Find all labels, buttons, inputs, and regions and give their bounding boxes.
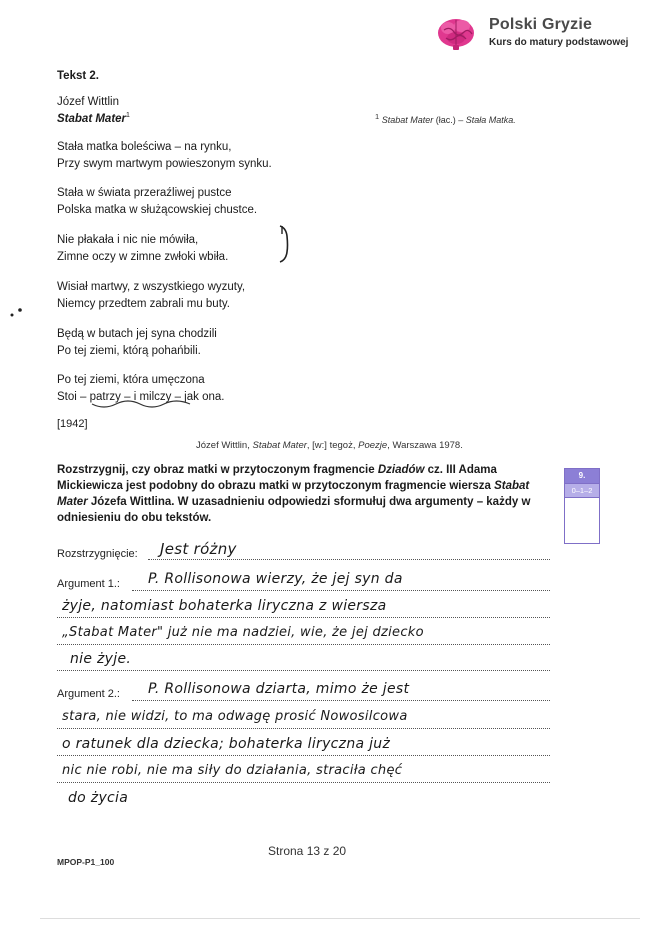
argument-2-line: stara, nie widzi, to ma odwagę prosić Nowosilcowa [62,709,408,724]
argument-1-line: nie żyje. [70,651,132,667]
stanza-3: Nie płakała i nic nie mówiła, Zimne oczy w zimne zwłoki wbiła. [57,234,229,263]
pen-underline-mark [90,396,194,410]
pen-bracket-mark [274,222,298,266]
poem-title: Stabat Mater$^1$ [57,112,130,125]
source-citation: Józef Wittlin, Stabat Mater, [w:] tegoż, Poezje, Warszawa 1978. [196,440,463,451]
poem-year: [1942] [57,418,88,430]
argument-2-label: Argument 2.: [57,688,120,700]
footnote: $^1$ Stabat Mater (łac.) – Stała Matka. [375,112,516,125]
argument-1-label: Argument 1.: [57,578,120,590]
stanza-4: Wisiał martwy, z wszystkiego wyzuty, Niemcy przedtem zabrali mu buty. [57,281,246,310]
brand-name: Polski Gryzie [489,16,593,33]
argument-2-line: o ratunek dla dziecka; bohaterka liryczna już [62,736,391,752]
argument-1-line: żyje, natomiast bohaterka liryczna z wiersza [62,598,387,614]
stanza-2: Stała w świata przeraźliwej pustce Polska matka w służącowskiej chustce. [57,187,258,216]
decision-answer: Jest różny [160,540,237,558]
argument-2-line: nic nie robi, nie ma siły do działania, straciła chęć [62,763,403,778]
answer-line [132,590,550,591]
exam-code: MPOP-P1_100 [57,857,115,867]
stray-dots-mark [4,302,26,322]
score-points: 0–1–2 [565,483,599,497]
stanza-1: Stała matka boleściwa – na rynku, Przy swym martwym powieszonym synku. [57,141,272,170]
answer-line [57,782,550,783]
answer-line [57,644,550,645]
argument-1-line: „Stabat Mater" już nie ma nadziei, wie, że jej dziecko [62,625,424,640]
brand-subtitle: Kurs do matury podstawowej [489,37,629,48]
page-number: Strona 13 z 20 [268,844,347,858]
decision-label: Rozstrzygnięcie: [57,548,138,560]
poem-author: Józef Wittlin [57,96,119,108]
answer-line [57,617,550,618]
stanza-5: Będą w butach jej syna chodzili Po tej ziemi, którą pohańbili. [57,328,217,357]
argument-2-line: P. Rollisonowa dziarta, mimo że jest [148,681,410,697]
answer-line [57,670,550,671]
answer-line [57,728,550,729]
text-heading: Tekst 2. [57,70,99,82]
divider [40,918,640,919]
answer-line [148,559,550,560]
brain-icon [436,16,476,52]
answer-line [132,700,550,701]
argument-2-line: do życia [68,790,129,806]
stanza-6: Po tej ziemi, która umęczona Stoi – patrzy – i milczy – jak ona. [57,374,225,403]
task-number: 9. [565,469,599,483]
argument-1-line: P. Rollisonowa wierzy, że jej syn da [148,571,403,587]
score-cell [565,497,599,540]
score-box [564,468,600,544]
answer-line [57,755,550,756]
task-instruction: Rozstrzygnij, czy obraz matki w przytoczonym fragmencie Dziadów cz. III Adama Mickiewicza jest podobny do obrazu matki w przytoczonym fragmencie wiersza Stabat Mater Józefa Wittlina. W uzasadnieniu odpowiedzi sformułuj dwa argumenty – każdy w odniesieniu do obu tekstów. [57,464,531,524]
